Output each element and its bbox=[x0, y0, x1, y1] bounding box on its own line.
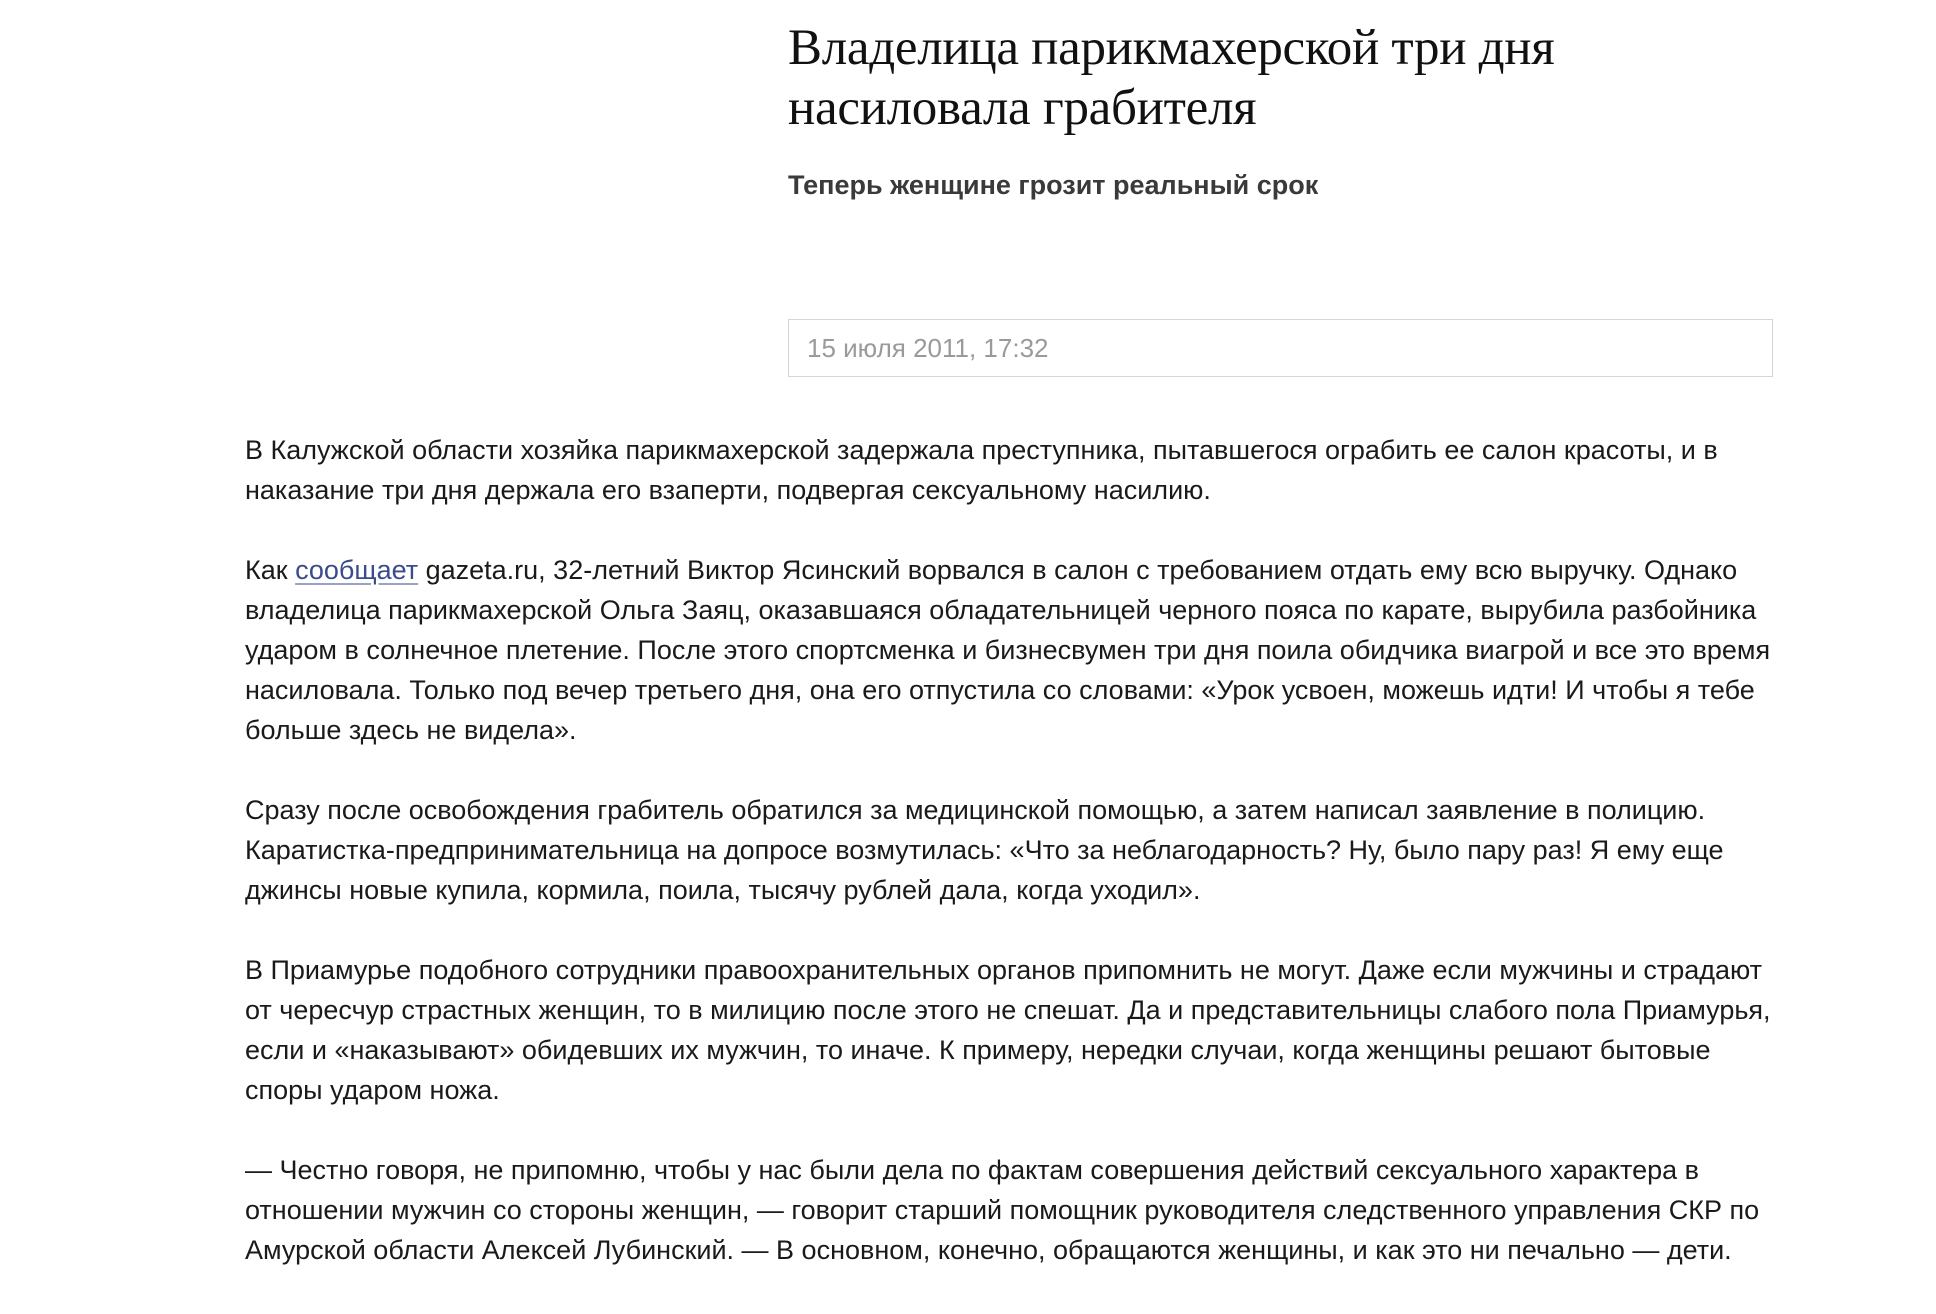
article-paragraph-2 bbox=[245, 550, 1780, 750]
source-link[interactable]: сообщает bbox=[295, 555, 419, 585]
article-paragraph-1: В Калужской области хозяйка парикмахерской задержала преступника, пытавшегося ограбить ее салон красоты, и в наказание три дня держала его взаперти, подвергая сексуальному насилию. bbox=[245, 435, 1718, 505]
article-paragraph-5: — Честно говоря, не припомню, чтобы у нас были дела по фактам совершения действий сексуального характера в отношении мужчин со стороны женщин, — говорит старший помощник руководителя следственного управления СКР по Амурской области Алексей Лубинский. — В основном, конечно, обращаются женщины, и как это ни печально — дети. bbox=[245, 1155, 1760, 1265]
article-paragraph-4: В Приамурье подобного сотрудники правоохранительных органов припомнить не могут. Даже если мужчины и страдают от чересчур страстных женщин, то в милицию после этого не спешат. Да и представительницы слабого пола Приамурья, если и «наказывают» обидевших их мужчин, то иначе. К примеру, нередки случаи, когда женщины решают бытовые споры ударом ножа. bbox=[245, 955, 1771, 1105]
article-body bbox=[245, 430, 1780, 1310]
article-title: Владелица парикмахерской три дня насиловала грабителя bbox=[788, 20, 1555, 136]
article-subtitle: Теперь женщине грозит реальный срок bbox=[788, 170, 1319, 200]
article-paragraph-3: Сразу после освобождения грабитель обратился за медицинской помощью, а затем написал заявление в полицию. Каратистка-предпринимательница на допросе возмутилась: «Что за неблагодарность? Ну, было пару раз! Я ему еще джинсы новые купила, кормила, поила, тысячу рублей дала, когда уходил». bbox=[245, 795, 1724, 905]
article-header bbox=[788, 18, 1778, 202]
paragraph-2-rest: gazeta.ru, 32-летний Виктор Ясинский ворвался в салон с требованием отдать ему всю выручку. Однако владелица парикмахерской Ольга Заяц, оказавшаяся обладательницей черного пояса по карате, вырубила разбойника ударом в солнечное плетение. После этого спортсменка и бизнесвумен три дня поила обидчика виагрой и все это время насиловала. Только под вечер третьего дня, она его отпустила со словами: «Урок усвоен, можешь идти! И чтобы я тебе больше здесь не видела». bbox=[245, 555, 1771, 745]
paragraph-2-lead: Как bbox=[245, 555, 296, 585]
publish-date bbox=[788, 319, 1773, 377]
publish-date-text: 15 июля 2011, 17:32 bbox=[807, 332, 1049, 363]
